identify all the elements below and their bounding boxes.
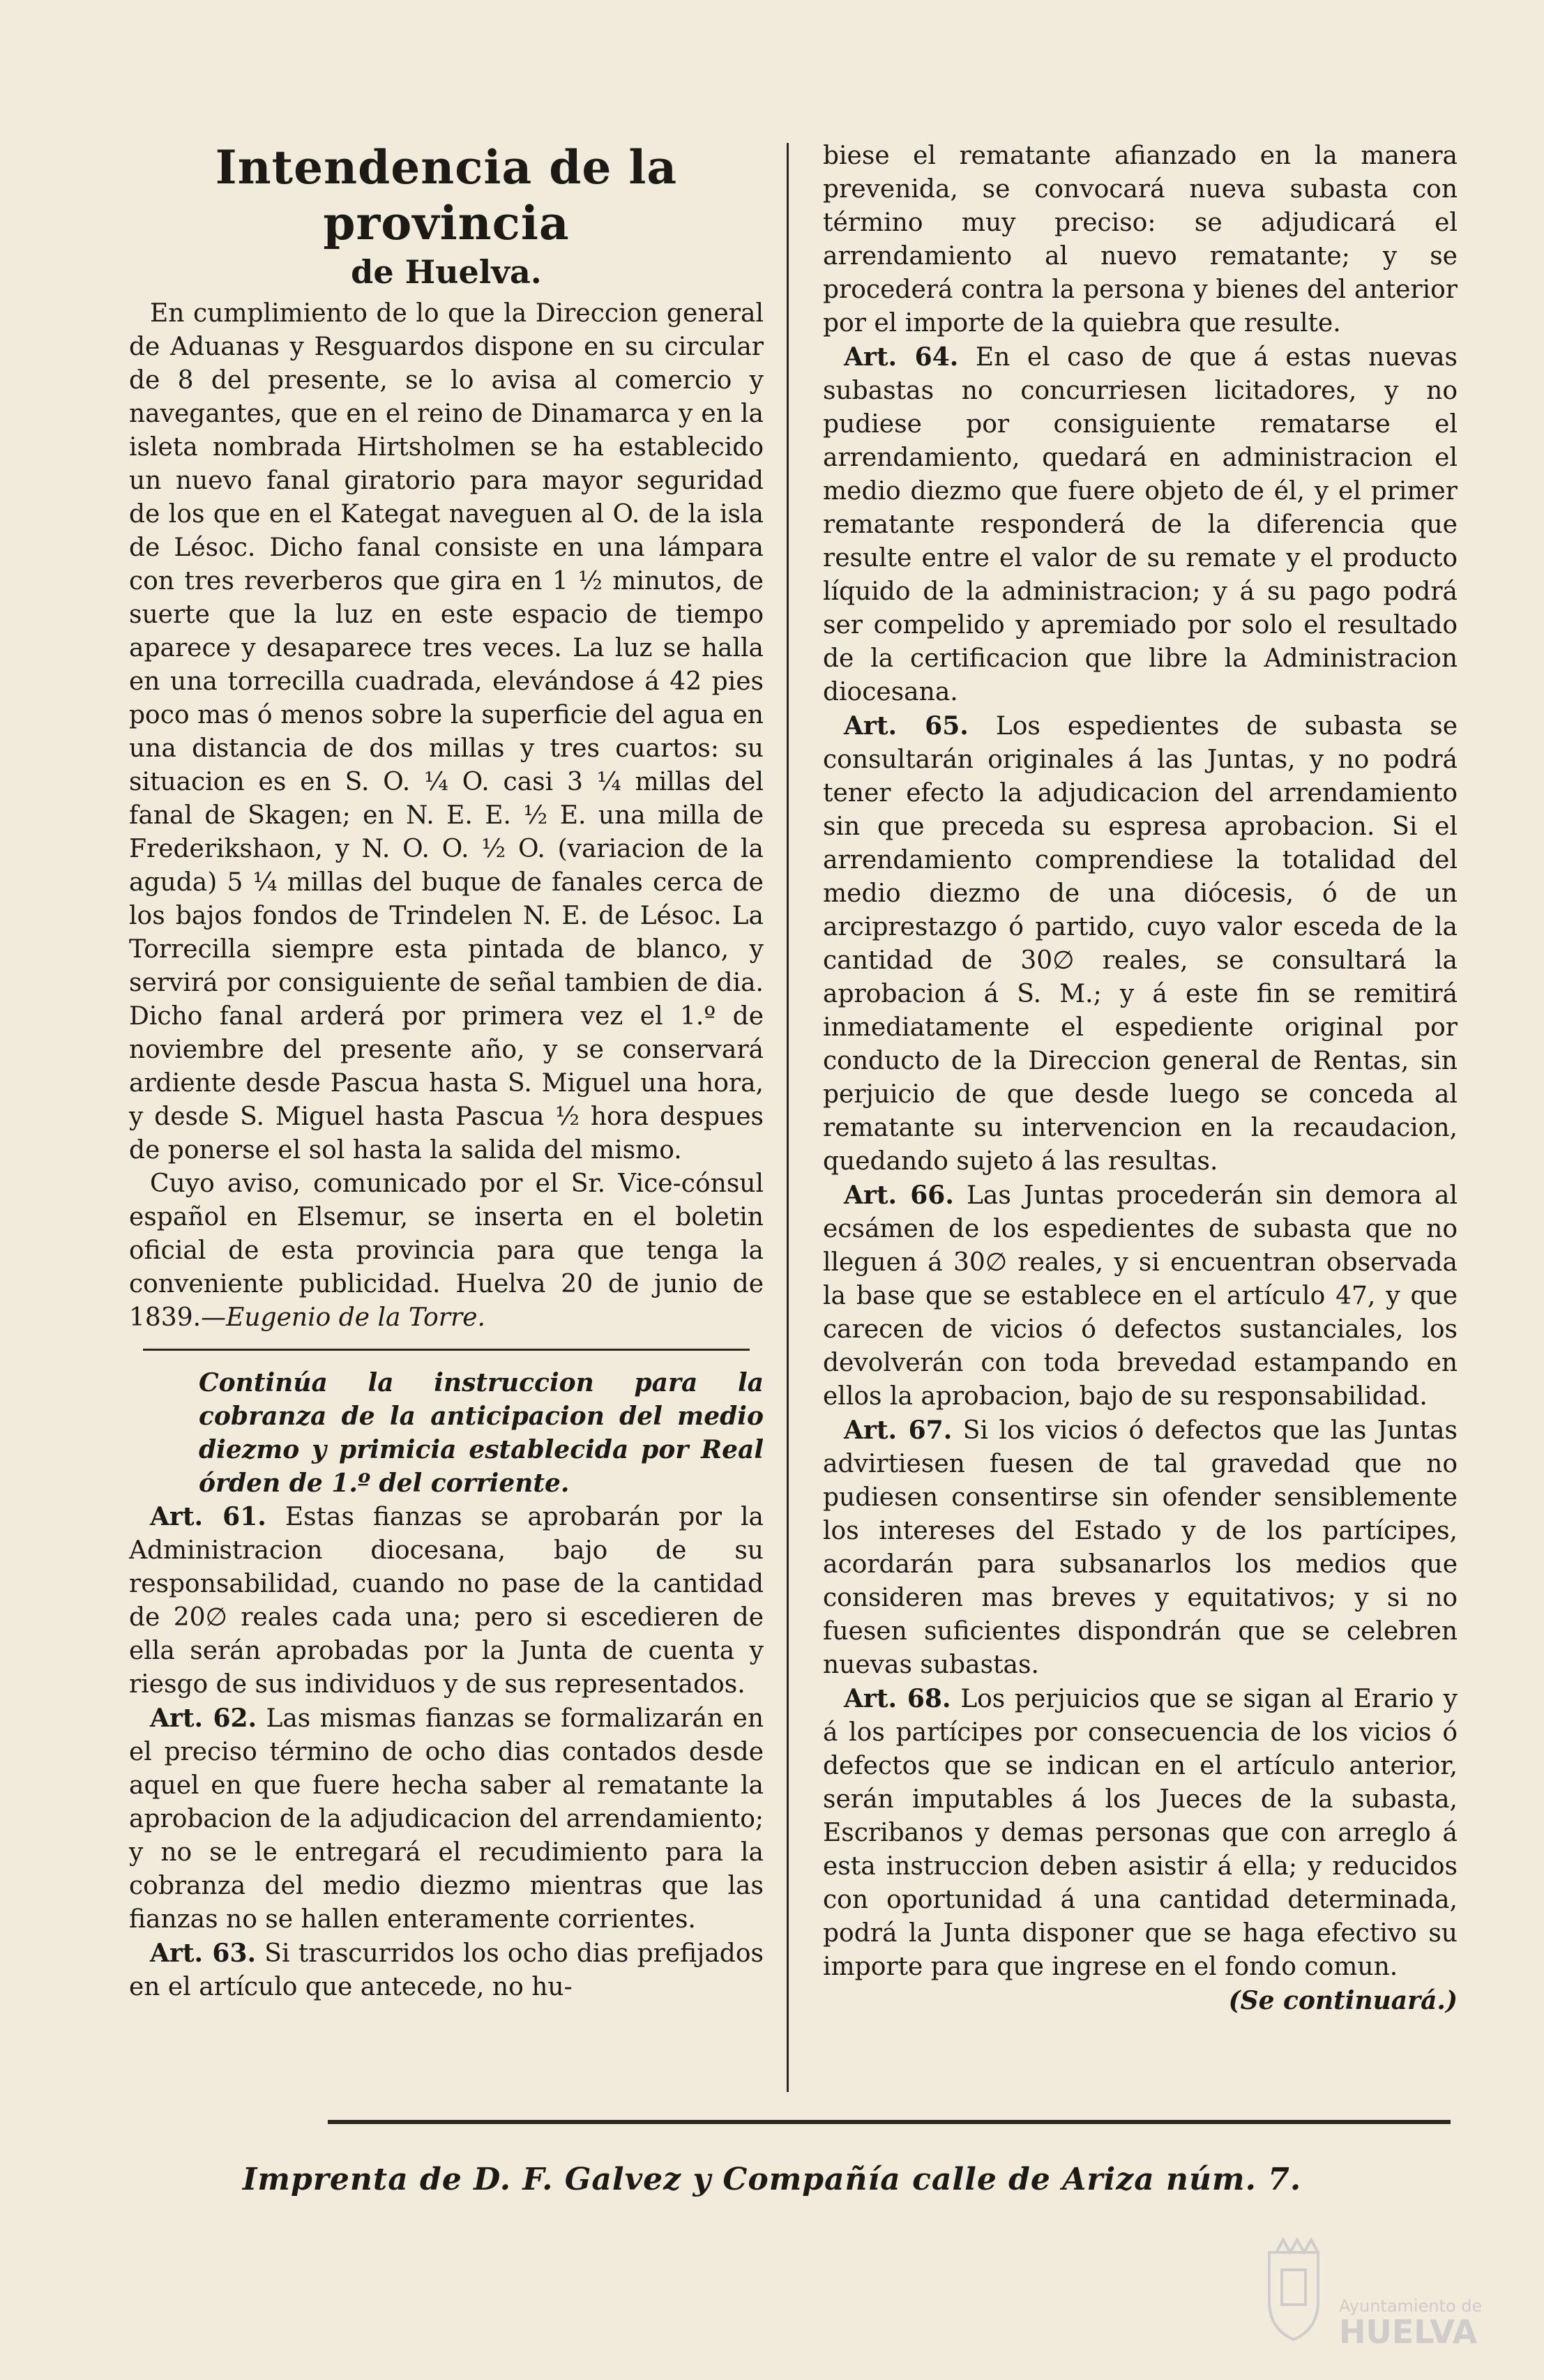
- article-65: [823, 709, 1458, 1178]
- imprint-line: Imprenta de D. F. Galvez y Compañía calle de Ariza núm. 7.: [242, 2162, 1302, 2197]
- article-label: Art. 66.: [844, 1181, 954, 1210]
- page-subtitle: de Huelva.: [351, 253, 542, 291]
- left-column: [129, 139, 764, 2004]
- column-divider: [787, 143, 789, 2092]
- article-63-continuation: biese el rematante afianzado en la manera prevenida, se convocará nueva subasta con término muy preciso: se adjudicará el arrendamiento al nuevo rematante; y se procederá contra la persona y bienes del anterior por el importe de la quiebra que resulte.: [823, 142, 1458, 338]
- aviso-paragraph-2: [129, 1167, 764, 1335]
- article-64: [823, 340, 1458, 709]
- article-text: Si los vicios ó defectos que las Juntas advirtiesen fuesen de tal gravedad que no pudiesen consentirse sin ofender sensiblemente los intereses del Estado y de los partícipes, acordarán para subsanarlos los medios que consideren mas breves y equitativos; y si no fuesen suficientes dispondrán que se celebren nuevas subastas.: [823, 1416, 1458, 1679]
- article-63: [129, 1936, 764, 2004]
- watermark-line-1: Ayuntamiento de: [1339, 2296, 1483, 2316]
- footer-rule: [328, 2120, 1451, 2124]
- article-61: [129, 1500, 764, 1701]
- article-label: Art. 67.: [844, 1416, 953, 1445]
- article-label: Art. 68.: [844, 1684, 951, 1713]
- article-text: Las mismas fianzas se formalizarán en el preciso término de ocho dias contados desde aquel en que fuere hecha saber al rematante la aprobacion de la adjudicacion del arrendamiento; y no se le entregará el recudimiento para la cobranza del medio diezmo mientras que las fianzas no se hallen enteramente corrientes.: [129, 1704, 764, 1934]
- article-67: [823, 1413, 1458, 1682]
- article-label: Art. 61.: [150, 1502, 266, 1531]
- article-68: [823, 1682, 1458, 1984]
- section-divider: [143, 1349, 750, 1351]
- article-text: Estas fianzas se aprobarán por la Administracion diocesana, bajo de su responsabilidad, cuando no pase de la cantidad de 20∅ reales cada una; pero si escedieren de ella serán aprobadas por la Junta de cuenta y riesgo de sus individuos y de sus representados.: [129, 1503, 764, 1699]
- article-label: Art. 62.: [150, 1704, 257, 1733]
- instruction-heading: Continúa la instruccion para la cobranza de la anticipacion del medio diezmo y primicia establecida por Real órden de 1.º del corriente.: [199, 1368, 764, 1498]
- article-text: Los espedientes de subasta se consultarán originales á las Juntas, y no podrá tener efecto la adjudicacion del arrendamiento sin que preceda su espresa aprobacion. Si el arrendamiento comprendiese la totalidad del medio diezmo de una diócesis, ó de un arciprestazgo ó partido, cuyo valor esceda de la cantidad de 30∅ reales, se consultará la aprobacion á S. M.; y á este fin se remitirá inmediatamente el espediente original por conducto de la Direccion general de Rentas, sin perjuicio de que desde luego se conceda al rematante su intervencion en la recaudacion, quedando sujeto á las resultas.: [823, 712, 1458, 1176]
- page-title: Intendencia de la provincia: [215, 140, 678, 250]
- watermark-line-2: HUELVA: [1339, 2313, 1478, 2351]
- article-text: En el caso de que á estas nuevas subastas no concurriesen licitadores, y no pudiese por consiguiente rematarse el arrendamiento, quedará en administracion el medio diezmo que fuere objeto de él, y el primer rematante responderá de la diferencia que resulte entre el valor de su remate y el producto líquido de la administracion; y á su pago podrá ser compelido y apremiado por solo el resultado de la certificacion que libre la Administracion diocesana.: [823, 343, 1458, 706]
- article-text: Los perjuicios que se sigan al Erario y á los partícipes por consecuencia de los vicios ó defectos que se indican en el artículo anterior, serán imputables á los Jueces de la subasta, Escribanos y demas personas que con arreglo á esta instruccion deben asistir á ella; y reducidos con oportunidad á una cantidad determinada, podrá la Junta disponer que se haga efectivo su importe para que ingrese en el fondo comun.: [823, 1685, 1458, 1981]
- signature: Eugenio de la Torre.: [226, 1303, 485, 1332]
- article-66: [823, 1178, 1458, 1413]
- article-text: Las Juntas procederán sin demora al ecsámen de los espedientes de subasta que no lleguen á 30∅ reales, y si encuentran observada la base que se establece en el artículo 47, y que carecen de vicios ó defectos sustanciales, los devolverán con toda brevedad estampando en ellos la aprobacion, bajo de su responsabilidad.: [823, 1181, 1458, 1411]
- article-text: Si trascurridos los ocho dias prefijados en el artículo que antecede, no hu-: [129, 1939, 764, 2001]
- aviso-paragraph-1: En cumplimiento de lo que la Direccion general de Aduanas y Resguardos dispone en su circular de 8 del presente, se lo avisa al comercio y navegantes, que en el reino de Dinamarca y en la isleta nombrada Hirtsholmen se ha establecido un nuevo fanal giratorio para mayor seguridad de los que en el Kategat naveguen al O. de la isla de Lésoc. Dicho fanal consiste en una lámpara con tres reverberos que gira en 1 ½ minutos, de suerte que la luz en este espacio de tiempo aparece y desaparece tres veces. La luz se halla en una torrecilla cuadrada, elevándose á 42 pies poco mas ó menos sobre la superficie del agua en una distancia de dos millas y tres cuartos: su situacion es en S. O. ¼ O. casi 3 ¼ millas del fanal de Skagen; en N. E. E. ½ E. una milla de Frederikshaon, y N. O. O. ½ O. (variacion de la aguda) 5 ¼ millas del buque de fanales cerca de los bajos fondos de Trindelen N. E. de Lésoc. La Torrecilla siempre esta pintada de blanco, y servirá por consiguiente de señal tambien de dia. Dicho fanal arderá por primera vez el 1.º de noviembre del presente año, y se conservará ardiente desde Pascua hasta S. Miguel una hora, y desde S. Miguel hasta Pascua ½ hora despues de ponerse el sol hasta la salida del mismo.: [129, 299, 764, 1165]
- article-label: Art. 64.: [844, 342, 959, 372]
- coat-of-arms-icon: [1255, 2231, 1506, 2364]
- article-label: Art. 65.: [844, 711, 969, 741]
- article-label: Art. 63.: [150, 1939, 257, 1968]
- article-62: [129, 1701, 764, 1936]
- aviso-paragraph-2-text: Cuyo aviso, comunicado por el Sr. Vice-cónsul español en Elsemur, se inserta en el boletin oficial de esta provincia para que tenga la conveniente publicidad. Huelva 20 de junio de 1839.—: [129, 1169, 764, 1332]
- right-column: [823, 139, 1458, 2017]
- continuation-note: (Se continuará.): [1228, 1986, 1458, 2015]
